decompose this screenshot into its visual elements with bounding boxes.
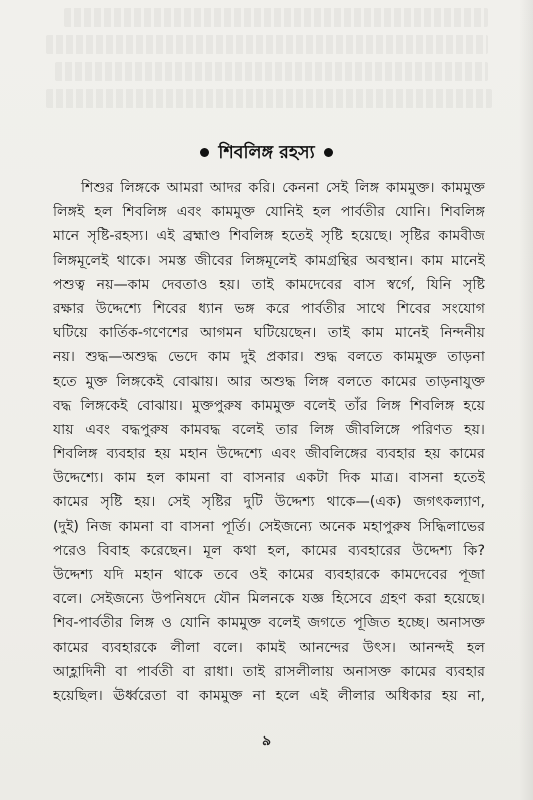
text-line: বদ্ধ লিঙ্গকেই বোঝায়। মুক্তপুরুষ কামমুক্ত বলেই তাঁর লিঙ্গ শিবলিঙ্গ হয়ে [53, 397, 485, 414]
text-line: লিঙ্গমূলেই থাকে। সমস্ত জীবের লিঙ্গমূলেই কামগ্রন্থির অবস্থান। কাম মানেই [53, 252, 485, 269]
text-line: আহ্লাদিনী বা পার্বতী বা রাধা। তাই রাসলীলায় অনাসক্ত কামের ব্যবহার [53, 663, 485, 680]
page-number: ৯ [261, 733, 272, 749]
text-line: নয়। শুদ্ধ—অশুদ্ধ ভেদে কাম দুই প্রকার। শুদ্ধ বলতে কামমুক্ত তাড়না [53, 349, 485, 366]
text-line: কামের সৃষ্টি হয়। সেই সৃষ্টির দুটি উদ্দেশ্য থাকে—(এক) জগৎকল্যাণ, [53, 494, 485, 511]
text-line: শিব-পার্বতীর লিঙ্গ ও যোনি কামমুক্ত বলেই জগতে পূজিত হচ্ছে। অনাসক্ত [53, 615, 485, 632]
chapter-heading-title: শিবলিঙ্গ রহস্য [218, 143, 315, 163]
bullet-left-icon [200, 148, 209, 157]
text-line: বলে। সেইজন্যে উপনিষদে যৌন মিলনকে যজ্ঞ হিসেবে গ্রহণ করা হয়েছে। [53, 591, 485, 608]
chapter-heading [0, 140, 533, 169]
text-line: মানে সৃষ্টি-রহস্য। এই ব্রহ্মাণ্ড শিবলিঙ্গ হতেই সৃষ্টি হয়েছে। সৃষ্টির কামবীজ [53, 228, 485, 245]
text-line: (দুই) নিজ কামনা বা বাসনা পূর্তি। সেইজন্যে অনেক মহাপুরুষ সিদ্ধিলাভের [53, 518, 485, 535]
text-line: হয়েছিল। ঊর্ধ্বরেতা বা কামমুক্ত না হলে এই লীলার অধিকার হয় না, [53, 687, 485, 704]
text-line: কামের ব্যবহারকে লীলা বলে। কামই আনন্দের উৎস। আনন্দই হল [53, 639, 485, 656]
text-line: লিঙ্গই হল শিবলিঙ্গ এবং কামমুক্ত যোনিই হল পার্বতীর যোনি। শিবলিঙ্গ [53, 204, 485, 221]
text-line: হতে মুক্ত লিঙ্গকেই বোঝায়। আর অশুদ্ধ লিঙ্গ বলতে কামের তাড়নাযুক্ত [53, 373, 485, 390]
show-through-text [46, 0, 506, 130]
text-line: শিবলিঙ্গ ব্যবহার হয় মহান উদ্দেশ্যে এবং জীবলিঙ্গের ব্যবহার হয় কামের [53, 446, 485, 463]
text-line: রক্ষার উদ্দেশ্যে শিবের ধ্যান ভঙ্গ করে পার্বতীর সাথে শিবের সংযোগ [53, 300, 485, 317]
text-line: উদ্দেশ্য যদি মহান থাকে তবে ওই কামের ব্যবহারকে কামদেবের পূজা [53, 567, 485, 583]
text-line: যায় এবং বদ্ধপুরুষ কামবদ্ধ বলেই তার লিঙ্গ জীবলিঙ্গে পরিণত হয়। [53, 421, 485, 438]
text-line: শিশুর লিঙ্গকে আমরা আদর করি। কেননা সেই লিঙ্গ কামমুক্ত। কামমুক্ত [81, 180, 485, 196]
text-line: পরেও বিবাহ করেছেন। মূল কথা হল, কামের ব্যবহারের উদ্দেশ্য কি? [53, 542, 485, 559]
text-line: ঘটিয়ে কার্তিক-গণেশের আগমন ঘটিয়েছেন। তাই কাম মানেই নিন্দনীয় [53, 325, 485, 342]
bullet-right-icon [324, 148, 333, 157]
text-line: উদ্দেশ্যে। কাম হল কামনা বা বাসনার একটা দিক মাত্র। বাসনা হতেই [53, 470, 485, 487]
body-paragraph [53, 176, 485, 708]
page-edge-shadow [519, 0, 533, 800]
text-line: পশুত্ব নয়—কাম দেবতাও হয়। তাই কামদেবের বাস স্বর্গে, যিনি সৃষ্টি [53, 276, 485, 293]
